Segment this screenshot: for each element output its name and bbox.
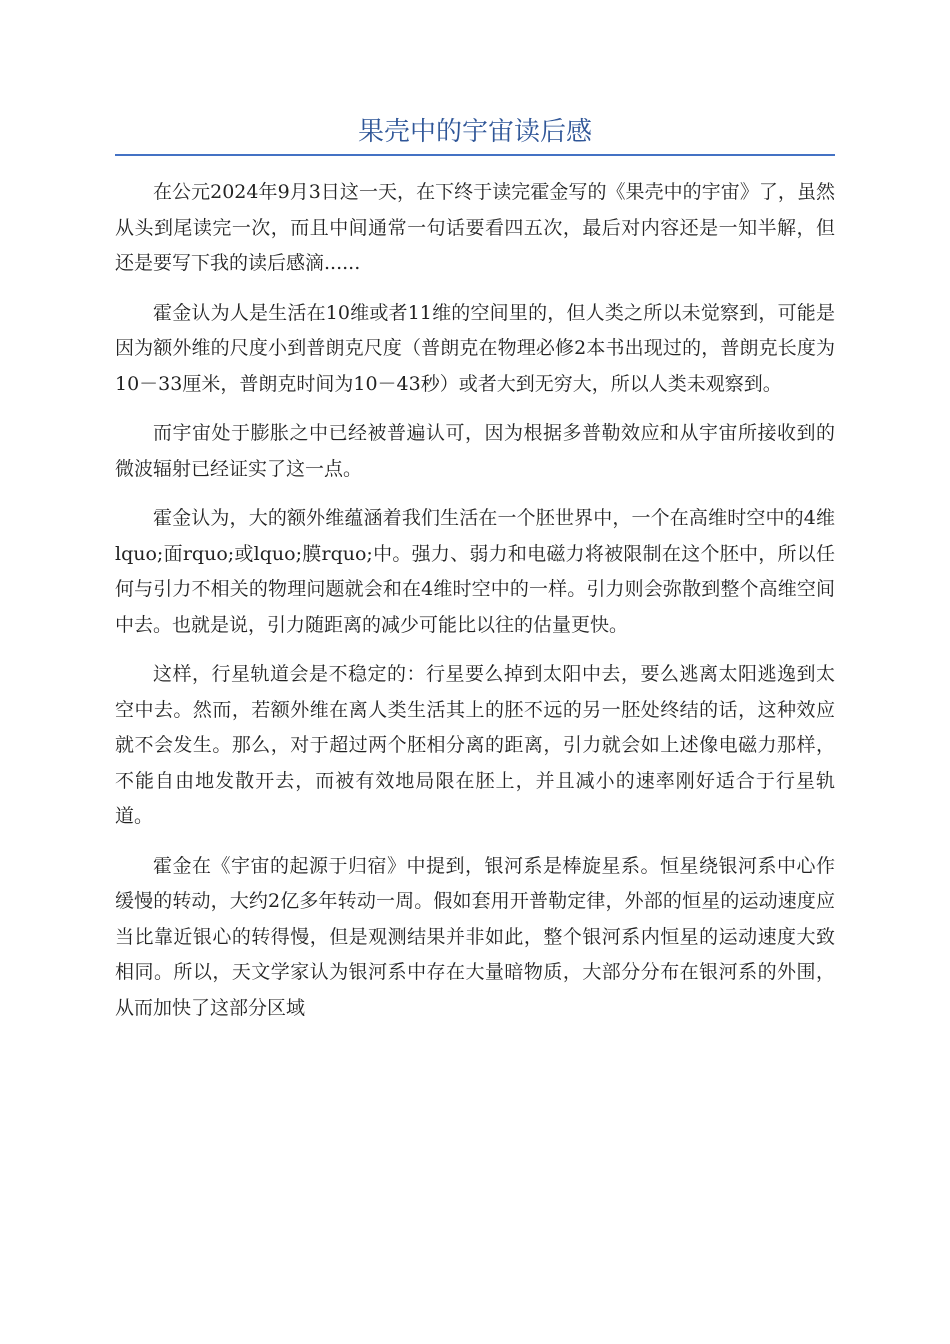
paragraph-5: 这样，行星轨道会是不稳定的：行星要么掉到太阳中去，要么逃离太阳逃逸到太空中去。然而，若额外维在离人类生活其上的胚不远的另一胚处终结的话，这种效应就不会发生。那么，对于超过两个胚相分离的距离，引力就会如上述像电磁力那样，不能自由地发散开去，而被有效地局限在胚上，并且减小的速率刚好适合于行星轨道。: [115, 663, 835, 827]
paragraph-1: 在公元2024年9月3日这一天，在下终于读完霍金写的《果壳中的宇宙》了，虽然从头到尾读完一次，而且中间通常一句话要看四五次，最后对内容还是一知半解，但还是要写下我的读后感滴......: [115, 181, 835, 274]
paragraph-6: 霍金在《宇宙的起源于归宿》中提到，银河系是棒旋星系。恒星绕银河系中心作缓慢的转动，大约2亿多年转动一周。假如套用开普勒定律，外部的恒星的运动速度应当比靠近银心的转得慢，但是观测结果并非如此，整个银河系内恒星的运动速度大致相同。所以，天文学家认为银河系中存在大量暗物质，大部分分布在银河系的外围，从而加快了这部分区域: [115, 854, 835, 1019]
document-title: 果壳中的宇宙读后感: [357, 117, 592, 147]
title-underline: [115, 154, 835, 156]
paragraph-2: 霍金认为人是生活在10维或者11维的空间里的，但人类之所以未觉察到，可能是因为额外维的尺度小到普朗克尺度（普朗克在物理必修2本书出现过的，普朗克长度为10－33厘米，普朗克时间为10－43秒）或者大到无穷大，所以人类未观察到。: [115, 301, 835, 395]
paragraph-4: 霍金认为，大的额外维蕴涵着我们生活在一个胚世界中，一个在高维时空中的4维lquo;面rquo;或lquo;膜rquo;中。强力、弱力和电磁力将被限制在这个胚中，所以任何与引力不相关的物理问题就会和在4维时空中的一样。引力则会弥散到整个高维空间中去。也就是说，引力随距离的减少可能比以往的估量更快。: [115, 507, 835, 636]
document-body: [115, 175, 835, 1040]
paragraph-3: 而宇宙处于膨胀之中已经被普遍认可，因为根据多普勒效应和从宇宙所接收到的微波辐射已经证实了这一点。: [115, 422, 835, 480]
